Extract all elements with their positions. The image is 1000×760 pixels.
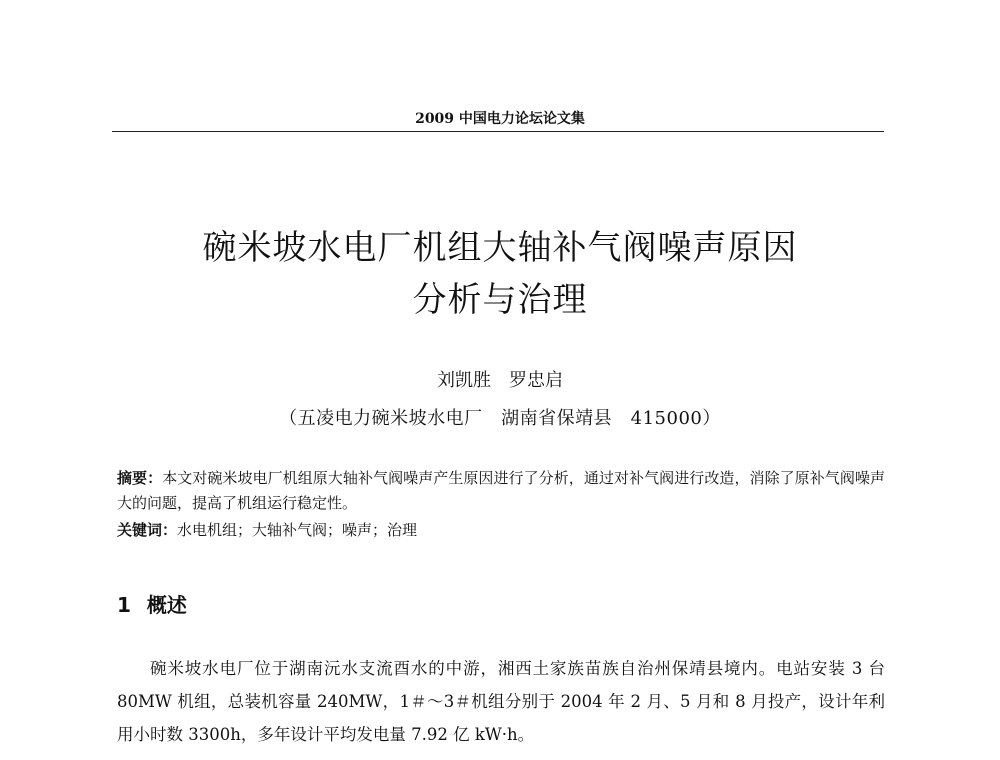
abstract — [117, 466, 885, 516]
section-number: 1 — [117, 593, 131, 617]
authors: 刘凯胜 罗忠启 — [437, 370, 563, 391]
keywords — [117, 518, 885, 543]
abstract-label: 摘要： — [117, 469, 163, 487]
paper-title-line-2: 分析与治理 — [412, 280, 588, 320]
section-heading — [117, 589, 187, 618]
section-title: 概述 — [146, 593, 187, 617]
paper-title — [0, 222, 1000, 326]
keywords-text: 水电机组；大轴补气阀；噪声；治理 — [177, 521, 418, 539]
paper-title-line-1: 碗米坡水电厂机组大轴补气阀噪声原因 — [202, 228, 798, 268]
header-rule — [112, 131, 884, 132]
keywords-label: 关键词： — [117, 521, 178, 539]
affiliation: （五凌电力碗米坡水电厂 湖南省保靖县 415000） — [279, 408, 721, 429]
abstract-text: 本文对碗米坡电厂机组原大轴补气阀噪声产生原因进行了分析，通过对补气阀进行改造，消除了原补气阀噪声大的问题，提高了机组运行稳定性。 — [117, 469, 885, 512]
running-header: 2009 中国电力论坛论文集 — [415, 111, 585, 127]
body-paragraph: 碗米坡水电厂位于湖南沅水支流酉水的中游，湘西土家族苗族自治州保靖县境内。电站安装 3 台 80MW 机组，总装机容量 240MW，1＃～3＃机组分别于 2004 年 2 月、5 月和 8 月投产，设计年利用小时数 3300h，多年设计平均发电量 7.92 亿 kW·h。 — [117, 659, 885, 744]
